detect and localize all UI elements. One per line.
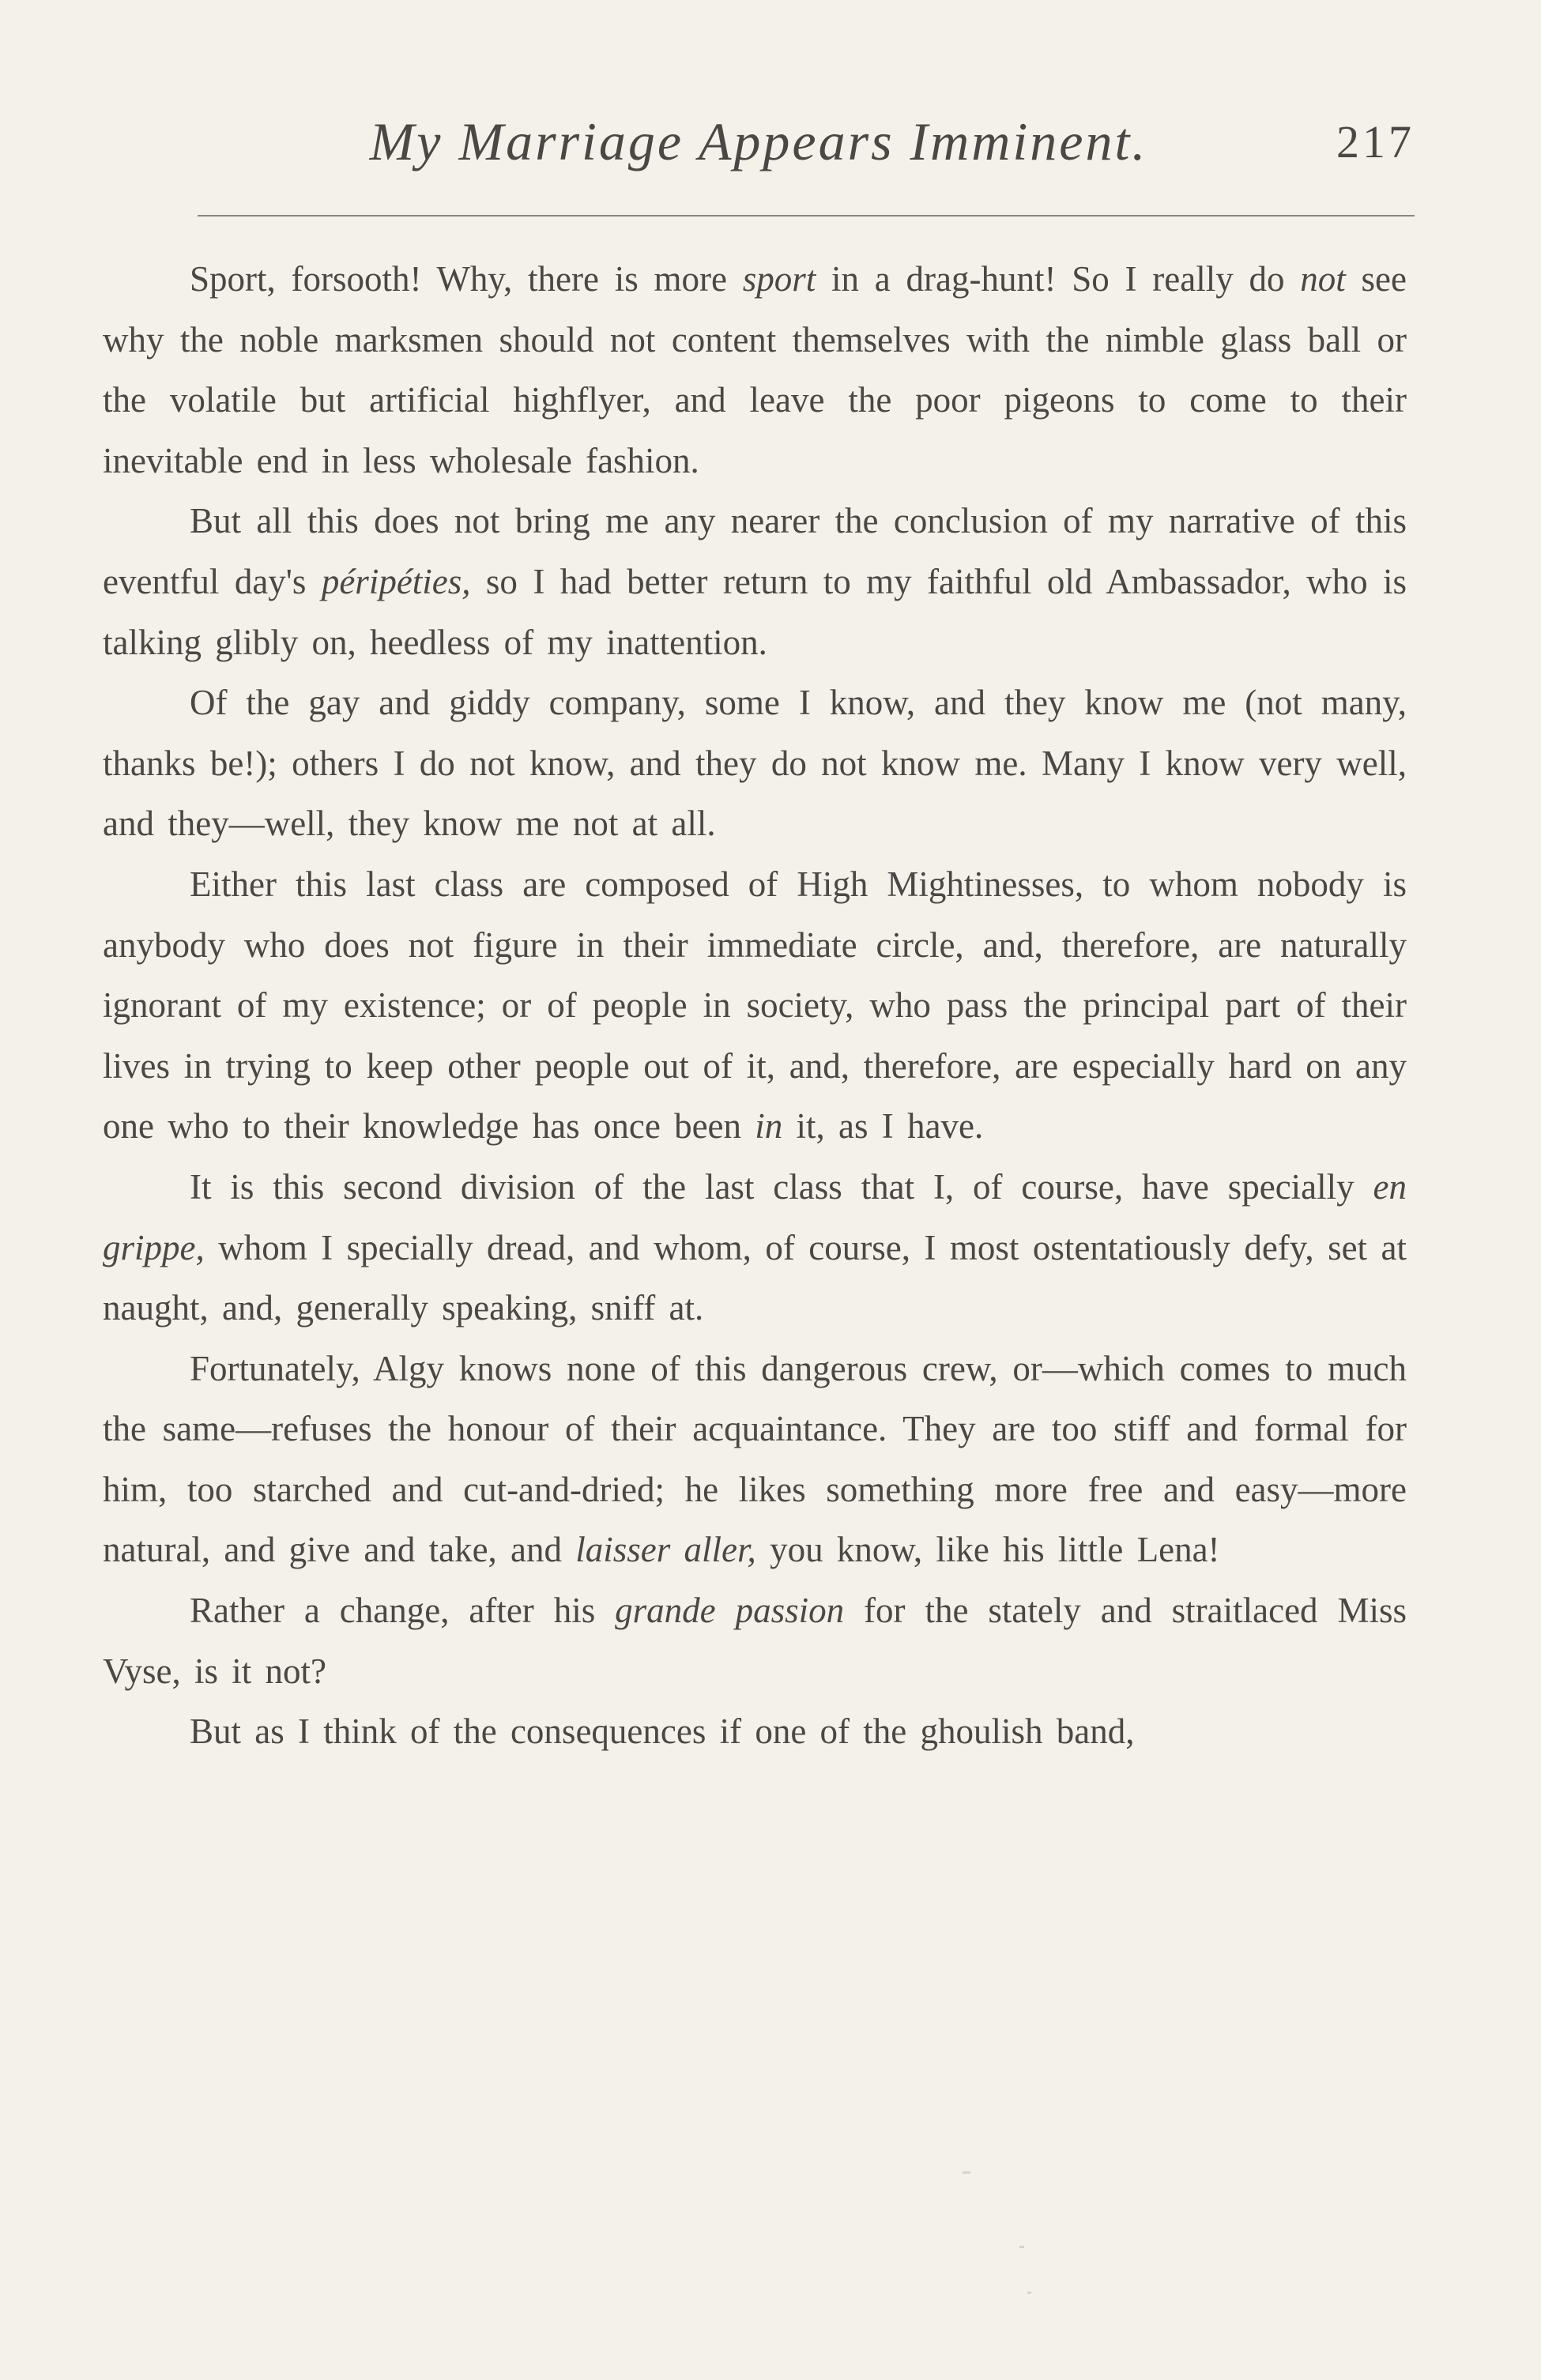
header-rule xyxy=(198,215,1415,217)
paragraph xyxy=(103,1701,1407,1762)
text-run: It is this second division of the last class that I, of course, have specially xyxy=(190,1166,1373,1207)
text-run: But all this does not bring me any nearer the conclusion of my narrative of this eventful day's xyxy=(103,501,1407,601)
paper-speck xyxy=(963,2171,970,2174)
italic-phrase: en grippe, xyxy=(103,1166,1407,1267)
paper-speck xyxy=(1027,2292,1031,2294)
page-header xyxy=(103,111,1415,190)
paragraph xyxy=(103,1157,1407,1339)
paper-speck xyxy=(1019,2246,1024,2248)
text-run: Rather a change, after his xyxy=(190,1591,616,1631)
italic-phrase: grande passion xyxy=(615,1591,845,1631)
paragraph xyxy=(103,854,1407,1157)
italic-phrase: in xyxy=(755,1106,783,1147)
body-text xyxy=(103,249,1407,1762)
paragraph xyxy=(103,672,1407,854)
text-run: you know, like his little Lena! xyxy=(755,1530,1220,1570)
text-run: in a drag-hunt! So I really do xyxy=(816,259,1301,299)
italic-phrase: laisser aller, xyxy=(575,1530,756,1570)
paragraph xyxy=(103,249,1407,491)
italic-phrase: sport xyxy=(742,259,816,299)
text-run: Sport, forsooth! Why, there is more xyxy=(190,259,743,299)
italic-phrase: not xyxy=(1300,259,1346,299)
text-run: so I had better return to my faithful old Ambassador, who is talking glibly on, heedless of my inattention. xyxy=(103,561,1407,662)
paragraph xyxy=(103,1339,1407,1580)
text-run: Either this last class are composed of High Mightinesses, to whom nobody is anybody who does not figure in their immediate circle, and, therefore, are naturally ignorant of my existence; or of people in society, who pass the principal part of their lives in trying to keep other people out of it, and, therefore, are especially hard on any one who to their knowledge has once been xyxy=(103,864,1407,1147)
text-run: Of the gay and giddy company, some I know, and they know me (not many, thanks be!); others I do not know, and they do not know me. Many I know very well, and they—well, they know me not at all. xyxy=(103,683,1407,844)
page-number: 217 xyxy=(1336,116,1415,168)
text-run: see why the noble marksmen should not content themselves with the nimble glass ball or the volatile but artificial highflyer, and leave the poor pigeons to come to their inevitable end in less wholesale fashion. xyxy=(103,259,1407,480)
text-run: Fortunately, Algy knows none of this dangerous crew, or—which comes to much the same—refuses the honour of their acquaintance. They are too stiff and formal for him, too starched and cut-and-dried; he likes something more free and easy—more natural, and give and take, and xyxy=(103,1348,1407,1570)
italic-phrase: péripéties, xyxy=(321,561,471,601)
paragraph xyxy=(103,1580,1407,1701)
paragraph xyxy=(103,491,1407,672)
text-run: for the stately and straitlaced Miss Vyse, is it not? xyxy=(103,1591,1407,1691)
running-title: My Marriage Appears Imminent. xyxy=(369,111,1148,171)
text-run: it, as I have. xyxy=(782,1106,984,1147)
text-run: whom I specially dread, and whom, of course, I most ostentatiously defy, set at naught, and, generally speaking, sniff at. xyxy=(103,1227,1407,1328)
text-run: But as I think of the consequences if one of the ghoulish band, xyxy=(190,1712,1135,1752)
